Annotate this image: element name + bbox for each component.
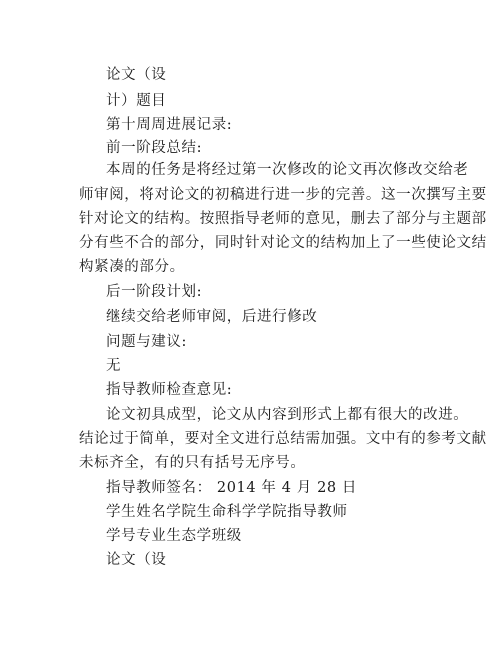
- issues-heading: 问题与建议:: [106, 334, 187, 350]
- title-line-2: 计）题目: [106, 93, 167, 109]
- stage1-body-line: 师审阅，将对论文的初稿进行进一步的完善。这一次撰写主要: [79, 187, 487, 203]
- next-title-line: 论文（设: [106, 552, 167, 568]
- stage2-body: 继续交给老师审阅，后进行修改: [106, 309, 318, 325]
- stage1-body-line: 本周的任务是将经过第一次修改的论文再次修改交给老: [106, 162, 469, 178]
- stage1-heading: 前一阶段总结:: [106, 140, 203, 156]
- title-line-1: 论文（设: [106, 67, 167, 83]
- advisor-body-line: 结论过于简单，要对全文进行总结需加强。文中有的参考文献: [79, 431, 487, 447]
- stage2-heading: 后一阶段计划:: [106, 284, 203, 300]
- student-id-line: 学号专业生态学班级: [106, 528, 242, 544]
- issues-body: 无: [106, 358, 122, 374]
- advisor-signature: 指导教师签名： 2014 年 4 月 28 日: [106, 480, 358, 496]
- stage1-body-line: 分有些不合的部分，同时针对论文的结构加上了一些使论文结: [79, 235, 487, 251]
- week-record-heading: 第十周周进展记录:: [106, 117, 233, 133]
- advisor-body-line: 论文初具成型，论文从内容到形式上都有很大的改进。: [106, 407, 469, 423]
- advisor-body-line: 未标齐全，有的只有括号无序号。: [79, 455, 306, 471]
- student-info-line: 学生姓名学院生命科学学院指导教师: [106, 504, 348, 520]
- stage1-body-line: 构紧凑的部分。: [79, 259, 185, 275]
- stage1-body-line: 针对论文的结构。按照指导老师的意见，删去了部分与主题部: [79, 211, 487, 227]
- advisor-heading: 指导教师检查意见:: [106, 382, 233, 398]
